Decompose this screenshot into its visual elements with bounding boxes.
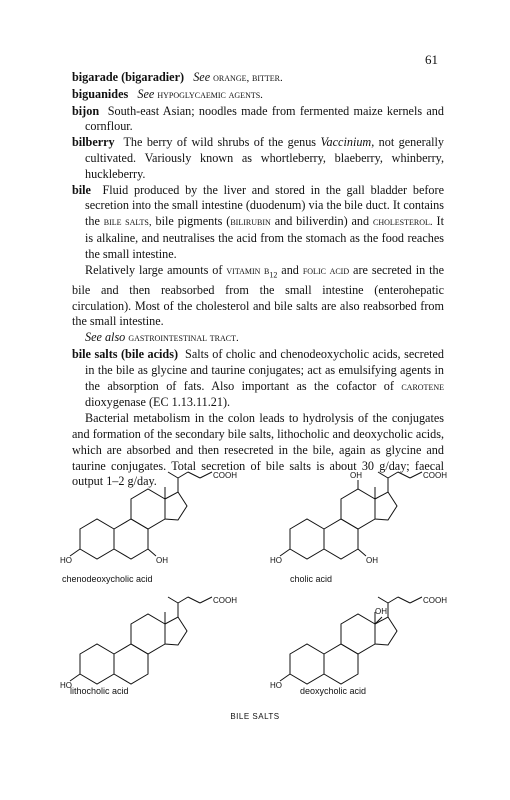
group-label: OH — [156, 556, 168, 565]
subscript: 12 — [269, 270, 278, 279]
structure-cholic — [280, 472, 422, 559]
group-label: OH — [375, 607, 387, 616]
entry-bijon — [72, 104, 444, 136]
entry-bigarade — [72, 70, 444, 87]
entry-biguanides — [72, 87, 444, 104]
group-label: HO — [60, 681, 72, 690]
group-label: HO — [270, 556, 282, 565]
cross-reference: bilirubin — [230, 216, 271, 229]
bile-salts-figure — [60, 464, 460, 734]
cross-reference: cholesterol. — [373, 216, 433, 229]
definition-cont: are secreted in the bile and then reabsorbed from the small intestine (enterohepatic circulation). Most of the cholesterol and bile salts are also reabsorbed from the small intestine. — [72, 262, 444, 329]
figure-caption: BILE SALTS — [230, 712, 280, 721]
entry-bile — [72, 183, 444, 263]
headword: bilberry — [72, 135, 115, 150]
dictionary-entries — [72, 70, 444, 490]
bile-salts-paragraph-2: Bacterial metabolism in the colon leads to hydrolysis of the conjugates and formation of the secondary bile salts, lithocholic and deoxycholic acids, which are absorbed and then resecreted in the bile, again as glycine and taurine conjugates. Total secretion of bile salts is about 30 g/day; faecal output 1–2 g/day. — [72, 411, 444, 489]
see-label: See — [137, 86, 155, 101]
cross-reference: carotene — [401, 380, 444, 393]
definition-cont: and biliverdin) and — [270, 214, 374, 229]
definition-cont: It is alkaline, and neutralises the acid from the stomach as the food reaches the small intestine. — [85, 214, 444, 261]
group-label: COOH — [213, 596, 237, 605]
cross-reference: bile salts, — [103, 216, 152, 229]
definition: Fluid produced by the liver and stored in the gall bladder before secretion into the small intestine (duodenum) via the bile duct. It contains the — [85, 182, 444, 229]
group-label: COOH — [423, 596, 447, 605]
cross-reference: folic acid — [302, 264, 350, 277]
definition: The berry of wild shrubs of the genus — [123, 135, 321, 150]
cross-reference: vitamin b — [226, 264, 270, 277]
definition-cont: and — [277, 262, 303, 277]
headword: bigarade (bigaradier) — [72, 70, 185, 84]
group-label: HO — [270, 681, 282, 690]
bile-see-also — [72, 330, 444, 347]
definition: South-east Asian; noodles made from fermented maize kernels and cornflour. — [85, 103, 444, 134]
group-label: COOH — [213, 471, 237, 480]
headword: bile salts (bile acids) — [72, 346, 179, 361]
group-label: COOH — [423, 471, 447, 480]
definition: Relatively large amounts of — [85, 262, 227, 277]
headword: bijon — [72, 103, 100, 118]
see-also-label: See also — [85, 330, 126, 345]
structure-deoxycholic — [280, 597, 422, 684]
cross-reference: hypoglycaemic agents. — [157, 88, 263, 101]
see-label: See — [193, 70, 211, 84]
cross-reference: orange, bitter. — [213, 72, 283, 84]
definition-cont: not generally cultivated. Variously known as whortleberry, blaeberry, whinberry, huckleberry. — [85, 135, 444, 181]
structure-name: chenodeoxycholic acid — [62, 574, 153, 584]
entry-bilberry — [72, 135, 444, 182]
bile-paragraph-2 — [72, 263, 444, 331]
structure-chenodeoxycholic — [70, 472, 212, 559]
entry-bile-salts — [72, 347, 444, 411]
structures-drawing — [60, 464, 460, 714]
definition: Salts of cholic and chenodeoxycholic acids, secreted in the bile as glycine and taurine conjugates; act as emulsifying agents in the absorption of fats. Also important as the cofactor of — [85, 346, 445, 393]
definition-cont: dioxygenase (EC 1.13.11.21). — [85, 395, 231, 410]
definition-cont: bile pigments ( — [151, 214, 231, 229]
headword: bile — [72, 182, 91, 197]
page-number: 61 — [425, 52, 438, 67]
group-label: OH — [350, 471, 362, 480]
structure-lithocholic — [70, 597, 212, 684]
genus-name: Vaccinium, — [320, 135, 375, 150]
structure-name: lithocholic acid — [70, 686, 129, 696]
structure-name: cholic acid — [290, 574, 333, 584]
structure-name: deoxycholic acid — [300, 686, 367, 696]
group-label: OH — [366, 556, 378, 565]
cross-reference: gastrointestinal tract. — [128, 332, 239, 345]
headword: biguanides — [72, 86, 129, 101]
group-label: HO — [60, 556, 72, 565]
